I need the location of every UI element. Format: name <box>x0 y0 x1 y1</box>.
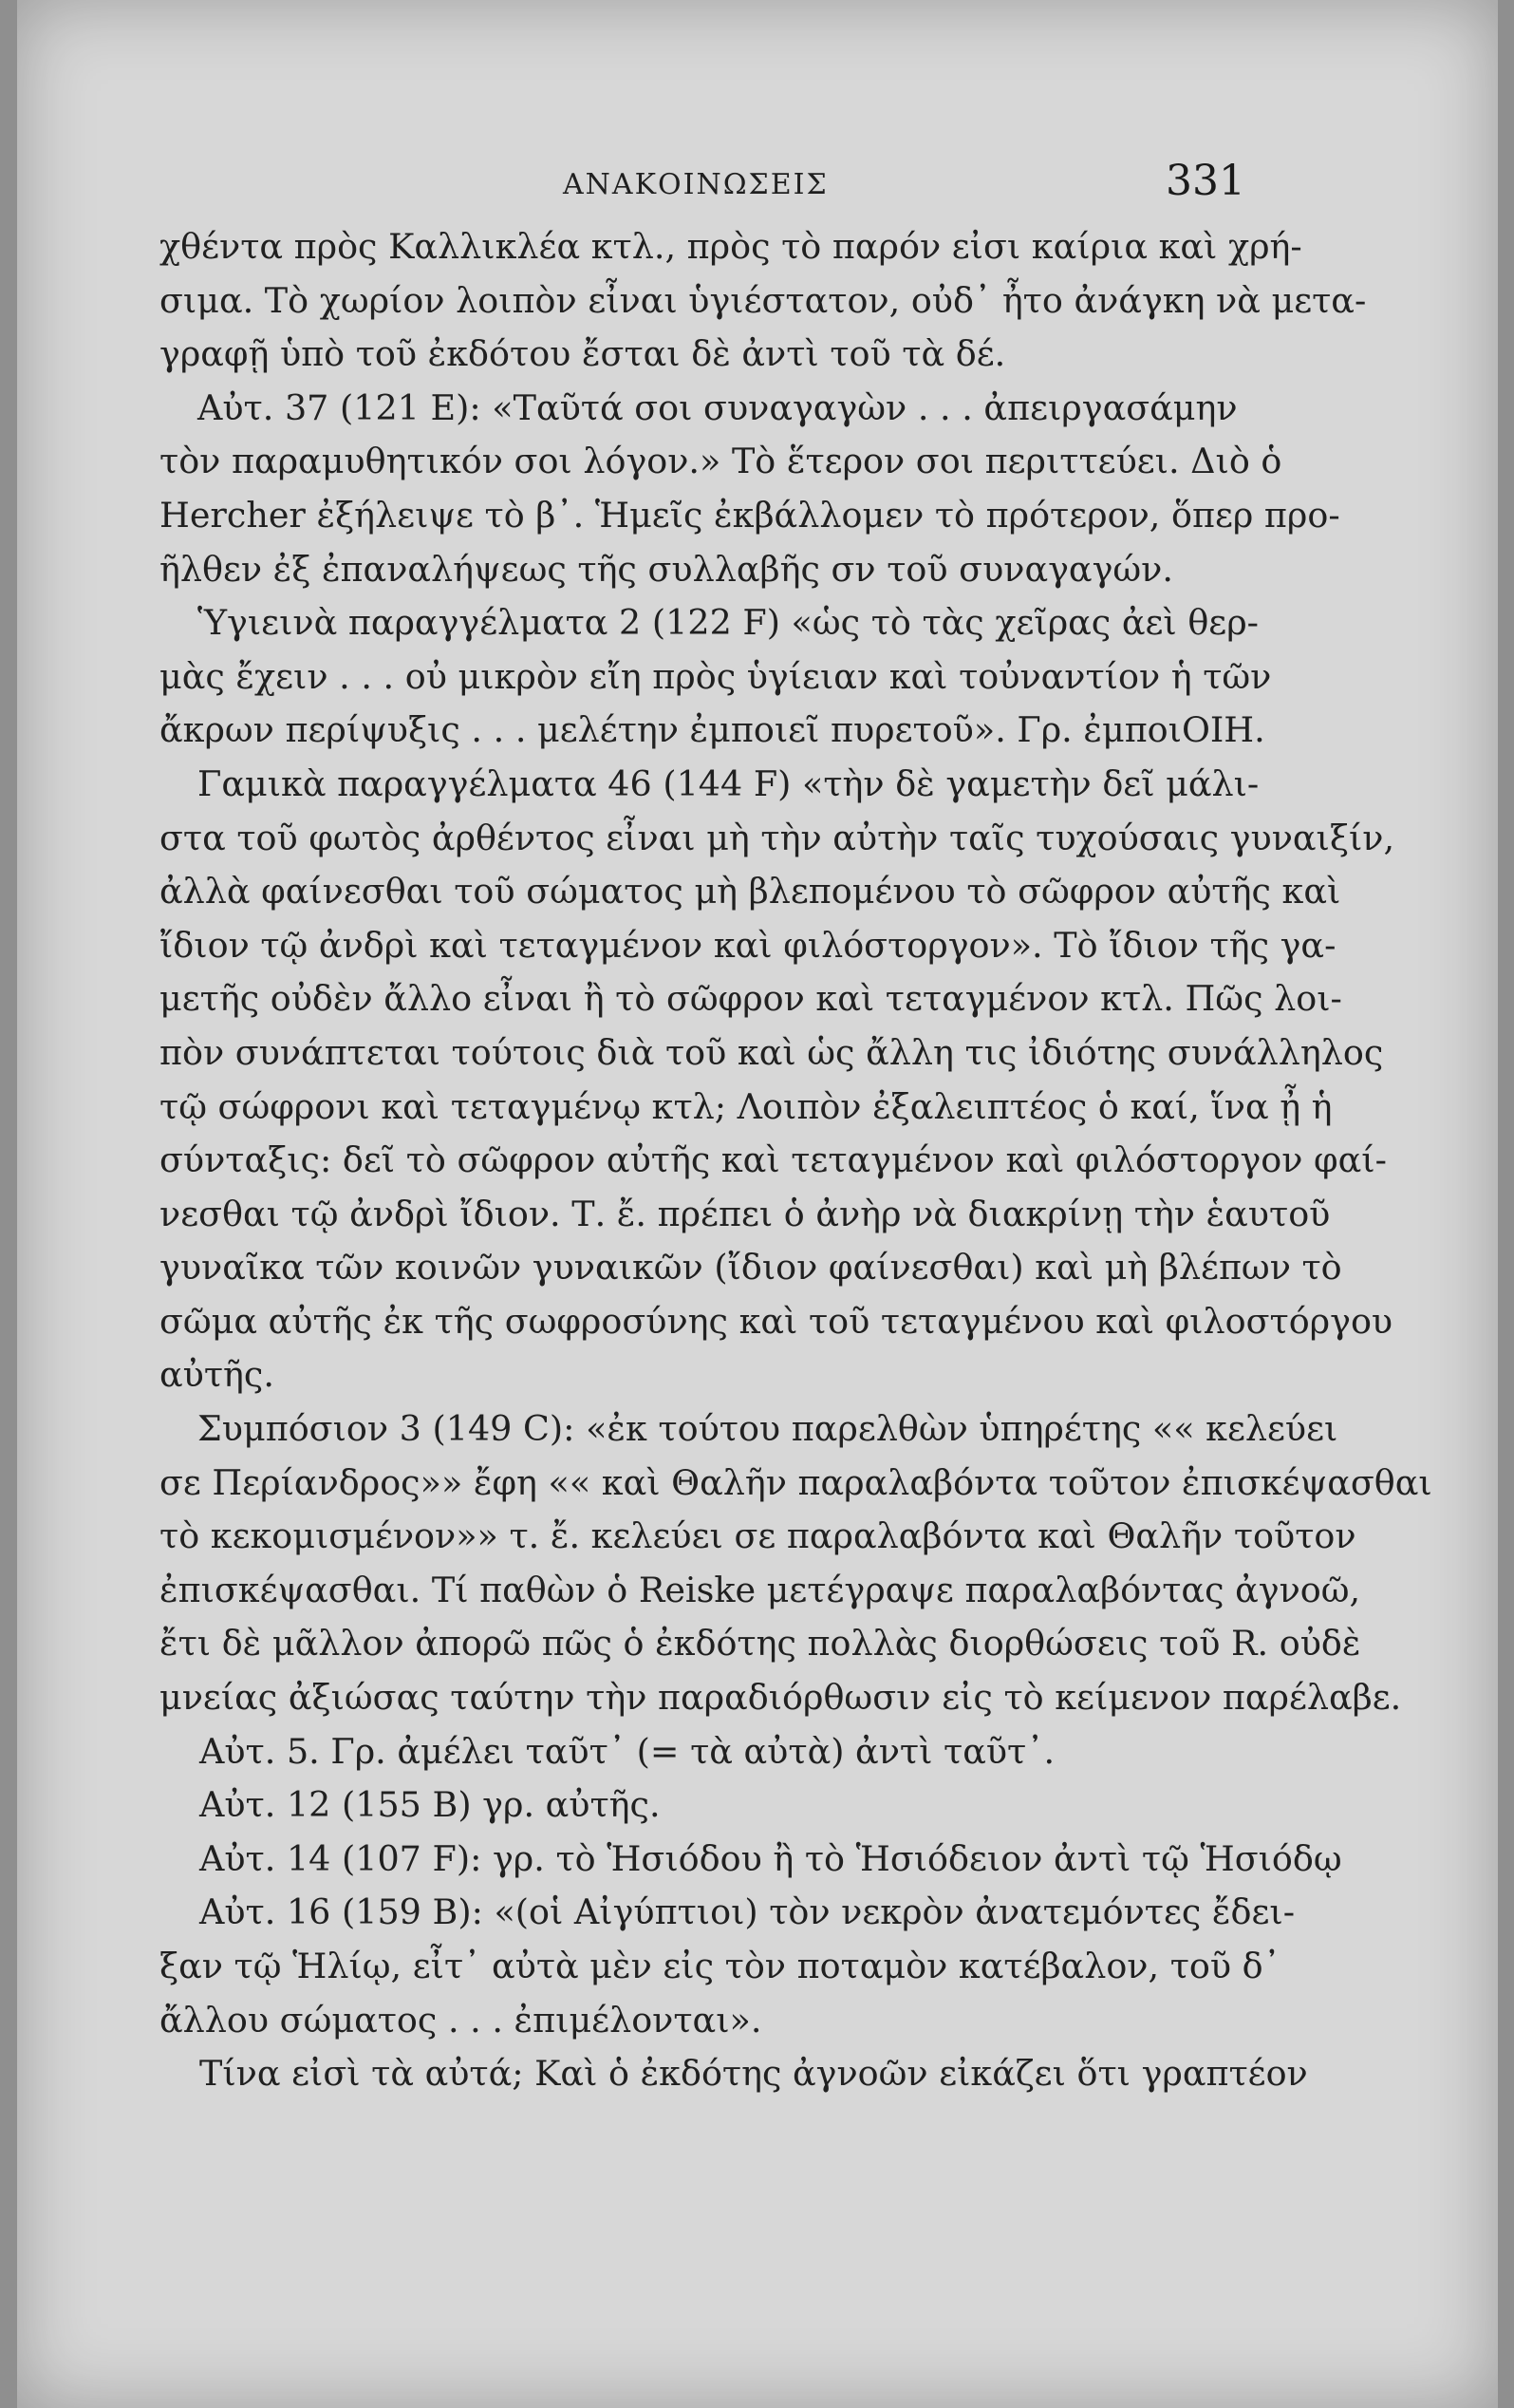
book-page <box>17 0 1498 2408</box>
text-line: μὰς ἔχειν . . . οὐ μικρὸν εἴη πρὸς ὑγίειαν καὶ τοὐναντίον ἡ τῶν <box>159 655 1272 697</box>
text-line: ξαν τῷ Ἡλίῳ, εἶτ᾽ αὐτὰ μὲν εἰς τὸν ποταμὸν κατέβαλον, τοῦ δ᾽ <box>159 1946 1280 1986</box>
text-line: Συμπόσιον 3 (149 C): «ἐκ τούτου παρελθὼν ὑπηρέτης «« κελεύει <box>197 1408 1338 1450</box>
text-line: νεσθαι τῷ ἀνδρὶ ἴδιον. Τ. ἔ. πρέπει ὁ ἀνὴρ νὰ διακρίνῃ τὴν ἑαυτοῦ <box>159 1193 1331 1234</box>
text-line: σε Περίανδρος»» ἔφη «« καὶ Θαλῆν παραλαβόντα τοῦτον ἐπισκέψασθαι <box>159 1461 1432 1503</box>
text-line: Αὐτ. 5. Γρ. ἀμέλει ταῦτ᾽ (= τὰ αὐτὰ) ἀντὶ ταῦτ᾽. <box>199 1730 1056 1772</box>
text-line: ἔτι δὲ μᾶλλον ἀπορῶ πῶς ὁ ἐκδότης πολλὰς διορθώσεις τοῦ R. οὐδὲ <box>159 1623 1361 1665</box>
page-number: 331 <box>1166 157 1245 205</box>
text-line: στα τοῦ φωτὸς ἀρθέντος εἶναι μὴ τὴν αὐτὴν ταῖς τυχούσαις γυναιξίν, <box>159 817 1395 858</box>
text-line: Αὐτ. 14 (107 F): γρ. τὸ Ἡσιόδου ἢ τὸ Ἡσιόδειον ἀντὶ τῷ Ἡσιόδῳ <box>199 1837 1342 1879</box>
text-line: ῆλθεν ἐξ ἐπαναλήψεως τῆς συλλαβῆς σν τοῦ συναγαγών. <box>159 548 1173 590</box>
text-line: Αὐτ. 12 (155 B) γρ. αὐτῆς. <box>199 1784 661 1826</box>
text-line: μετῆς οὐδὲν ἄλλο εἶναι ἢ τὸ σῶφρον καὶ τεταγμένον κτλ. Πῶς λοι- <box>159 978 1342 1020</box>
text-line: τὸν παραμυθητικόν σοι λόγον.» Τὸ ἕτερον σοι περιττεύει. Διὸ ὁ <box>159 441 1282 482</box>
page-header <box>17 157 1498 214</box>
text-line: Τίνα εἰσὶ τὰ αὐτά; Καὶ ὁ ἐκδότης ἀγνοῶν εἰκάζει ὅτι γραπτέον <box>199 2053 1308 2095</box>
text-line: ἄκρων περίψυξις . . . μελέτην ἐμποιεῖ πυρετοῦ». Γρ. ἐμποιΟΙΗ. <box>159 709 1265 751</box>
text-line: Γαμικὰ παραγγέλματα 46 (144 F) «τὴν δὲ γαμετὴν δεῖ μάλι- <box>197 762 1260 804</box>
text-line: σιμα. Τὸ χωρίον λοιπὸν εἶναι ὑγιέστατον, οὐδ᾽ ἦτο ἀνάγκη νὰ μετα- <box>159 279 1367 321</box>
text-line: τὸ κεκομισμένον»» τ. ἔ. κελεύει σε παραλαβόντα καὶ Θαλῆν τοῦτον <box>159 1515 1356 1557</box>
body-text <box>159 220 1432 2101</box>
text-line: γυναῖκα τῶν κοινῶν γυναικῶν (ἴδιον φαίνεσθαι) καὶ μὴ βλέπων τὸ <box>159 1247 1342 1289</box>
text-line: σῶμα αὐτῆς ἐκ τῆς σωφροσύνης καὶ τοῦ τεταγμένου καὶ φιλοστόργου <box>159 1300 1393 1342</box>
text-line: σύνταξις: δεῖ τὸ σῶφρον αὐτῆς καὶ τεταγμένον καὶ φιλόστοργον φαί- <box>159 1139 1387 1181</box>
text-line: τῷ σώφρονι καὶ τεταγμένῳ κτλ; Λοιπὸν ἐξαλειπτέος ὁ καί, ἵνα ᾖ ἡ <box>159 1085 1333 1127</box>
text-line: χθέντα πρὸς Καλλικλέα κτλ., πρὸς τὸ παρόν εἰσι καίρια καὶ χρή- <box>159 226 1302 267</box>
text-line: ἴδιον τῷ ἀνδρὶ καὶ τεταγμένον καὶ φιλόστοργον». Τὸ ἴδιον τῆς γα- <box>159 924 1336 966</box>
text-line: γραφῇ ὑπὸ τοῦ ἐκδότου ἔσται δὲ ἀντὶ τοῦ τὰ δέ. <box>159 333 1006 375</box>
text-line: Hercher ἐξήλειψε τὸ β᾽. Ἡμεῖς ἐκβάλλομεν τὸ πρότερον, ὅπερ προ- <box>159 494 1340 536</box>
text-line: αὐτῆς. <box>159 1354 274 1396</box>
running-title: ΑΝΑΚΟΙΝΩΣΕΙΣ <box>563 168 829 201</box>
text-line: μνείας ἀξιώσας ταύτην τὴν παραδιόρθωσιν εἰς τὸ κείμενον παρέλαβε. <box>159 1677 1402 1719</box>
text-line: Αὐτ. 37 (121 E): «Ταῦτά σοι συναγαγὼν . . . ἀπειργασάμην <box>197 386 1238 428</box>
text-line: Αὐτ. 16 (159 B): «(οἱ Αἰγύπτιοι) τὸν νεκρὸν ἀνατεμόντες ἔδει- <box>199 1891 1296 1933</box>
text-line: ἀλλὰ φαίνεσθαι τοῦ σώματος μὴ βλεπομένου τὸ σῶφρον αὐτῆς καὶ <box>159 871 1341 912</box>
text-line: Ὑγιεινὰ παραγγέλματα 2 (122 F) «ὡς τὸ τὰς χεῖρας ἀεὶ θερ- <box>197 602 1259 644</box>
text-line: ἄλλου σώματος . . . ἐπιμέλονται». <box>159 1999 762 2041</box>
text-line: πὸν συνάπτεται τούτοις διὰ τοῦ καὶ ὡς ἄλλη τις ἰδιότης συνάλληλος <box>159 1031 1384 1073</box>
text-line: ἐπισκέψασθαι. Τί παθὼν ὁ Reiske μετέγραψε παραλαβόντας ἀγνοῶ, <box>159 1569 1361 1610</box>
